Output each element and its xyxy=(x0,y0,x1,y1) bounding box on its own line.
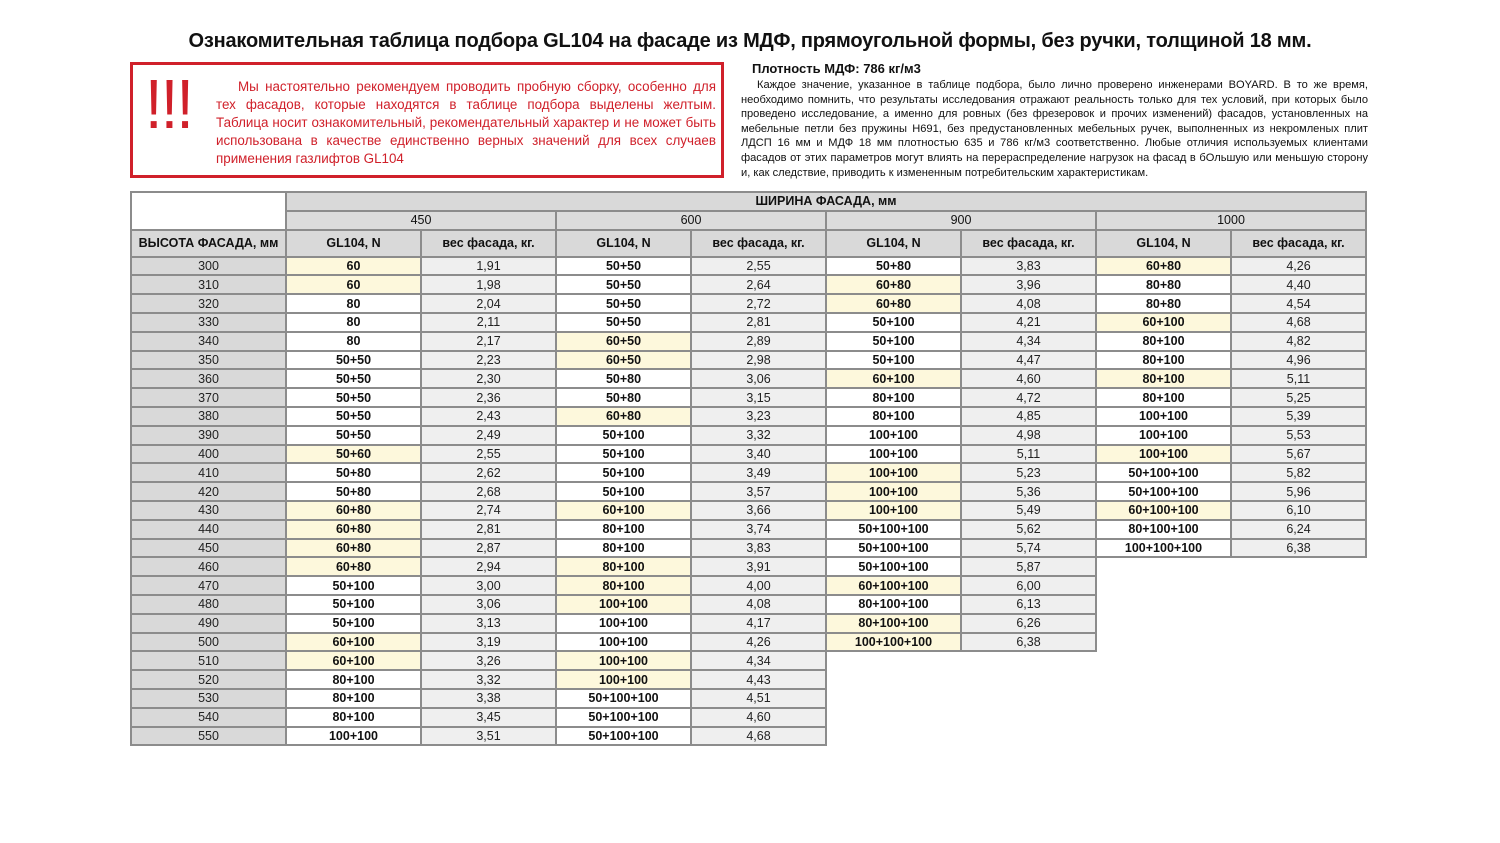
gaslift-cell: 100+100 xyxy=(286,727,421,746)
table-row xyxy=(131,633,1366,652)
gaslift-cell-highlighted: 100+100 xyxy=(556,670,691,689)
gaslift-cell: 80+100+100 xyxy=(826,595,961,614)
weight-cell: 5,96 xyxy=(1231,482,1366,501)
weight-cell: 3,96 xyxy=(961,275,1096,294)
empty-cell xyxy=(961,651,1096,670)
weight-cell: 2,30 xyxy=(421,369,556,388)
empty-cell xyxy=(1231,651,1366,670)
gaslift-cell: 100+100 xyxy=(1096,426,1231,445)
height-header: ВЫСОТА ФАСАДА, мм xyxy=(131,230,286,257)
weight-cell: 4,00 xyxy=(691,576,826,595)
empty-cell xyxy=(961,670,1096,689)
gaslift-cell: 100+100 xyxy=(556,633,691,652)
weight-cell: 3,57 xyxy=(691,482,826,501)
gaslift-cell-highlighted: 60+80 xyxy=(286,557,421,576)
gaslift-cell-highlighted: 60+80 xyxy=(1096,257,1231,276)
empty-cell xyxy=(1096,689,1231,708)
table-row xyxy=(131,351,1366,370)
weight-cell: 2,74 xyxy=(421,501,556,520)
height-cell: 390 xyxy=(131,426,286,445)
gaslift-cell: 50+100+100 xyxy=(556,727,691,746)
corner-cell xyxy=(131,192,286,230)
gaslift-cell-highlighted: 60 xyxy=(286,257,421,276)
weight-cell: 1,98 xyxy=(421,275,556,294)
weight-cell: 4,47 xyxy=(961,351,1096,370)
empty-cell xyxy=(961,708,1096,727)
gaslift-cell-highlighted: 80+100 xyxy=(556,576,691,595)
weight-cell: 3,83 xyxy=(691,539,826,558)
gaslift-cell: 50+100 xyxy=(286,595,421,614)
gaslift-cell: 50+100+100 xyxy=(826,557,961,576)
table-row xyxy=(131,539,1366,558)
height-cell: 440 xyxy=(131,520,286,539)
weight-cell: 4,08 xyxy=(691,595,826,614)
gaslift-cell: 50+100 xyxy=(826,351,961,370)
weight-cell: 4,60 xyxy=(691,708,826,727)
table-row xyxy=(131,708,1366,727)
gaslift-cell-highlighted: 60+100 xyxy=(826,369,961,388)
height-cell: 490 xyxy=(131,614,286,633)
weight-cell: 2,04 xyxy=(421,294,556,313)
gaslift-cell: 50+80 xyxy=(286,482,421,501)
gaslift-cell: 80+100 xyxy=(286,689,421,708)
gaslift-cell-highlighted: 60 xyxy=(286,275,421,294)
height-cell: 320 xyxy=(131,294,286,313)
weight-cell: 2,43 xyxy=(421,407,556,426)
table-row xyxy=(131,651,1366,670)
empty-cell xyxy=(1096,633,1231,652)
weight-cell: 6,24 xyxy=(1231,520,1366,539)
height-cell: 420 xyxy=(131,482,286,501)
gaslift-cell: 50+100 xyxy=(286,614,421,633)
width-900: 900 xyxy=(826,211,1096,230)
empty-cell xyxy=(1231,708,1366,727)
weight-cell: 3,06 xyxy=(421,595,556,614)
gaslift-cell-highlighted: 60+100 xyxy=(556,501,691,520)
width-600: 600 xyxy=(556,211,826,230)
gaslift-cell-highlighted: 60+80 xyxy=(826,294,961,313)
weight-cell: 4,68 xyxy=(1231,313,1366,332)
height-cell: 550 xyxy=(131,727,286,746)
gaslift-cell: 50+100+100 xyxy=(556,708,691,727)
width-1000: 1000 xyxy=(1096,211,1366,230)
gaslift-cell: 50+50 xyxy=(286,426,421,445)
empty-cell xyxy=(826,689,961,708)
empty-cell xyxy=(961,727,1096,746)
weight-cell: 2,36 xyxy=(421,388,556,407)
col-weight: вес фасада, кг. xyxy=(691,230,826,257)
table-row xyxy=(131,557,1366,576)
gaslift-cell: 50+100 xyxy=(826,332,961,351)
table-row xyxy=(131,407,1366,426)
gaslift-cell: 80+100 xyxy=(556,539,691,558)
weight-cell: 2,87 xyxy=(421,539,556,558)
weight-cell: 5,11 xyxy=(961,445,1096,464)
gaslift-cell: 50+50 xyxy=(556,313,691,332)
weight-cell: 4,60 xyxy=(961,369,1096,388)
height-cell: 360 xyxy=(131,369,286,388)
empty-cell xyxy=(1231,727,1366,746)
weight-cell: 4,68 xyxy=(691,727,826,746)
weight-cell: 4,51 xyxy=(691,689,826,708)
height-cell: 540 xyxy=(131,708,286,727)
gaslift-cell: 80+100 xyxy=(556,520,691,539)
empty-cell xyxy=(1096,727,1231,746)
col-gl104-n: GL104, N xyxy=(556,230,691,257)
gaslift-cell: 50+100 xyxy=(286,576,421,595)
gaslift-cell-highlighted: 60+100+100 xyxy=(1096,501,1231,520)
weight-cell: 6,10 xyxy=(1231,501,1366,520)
weight-cell: 5,67 xyxy=(1231,445,1366,464)
gaslift-cell: 80+100 xyxy=(826,388,961,407)
table-row xyxy=(131,445,1366,464)
table-row xyxy=(131,369,1366,388)
gaslift-cell: 50+50 xyxy=(556,257,691,276)
weight-cell: 3,26 xyxy=(421,651,556,670)
gaslift-cell-highlighted: 80+100 xyxy=(556,557,691,576)
gaslift-cell: 50+100 xyxy=(556,445,691,464)
gaslift-cell-highlighted: 100+100+100 xyxy=(826,633,961,652)
weight-cell: 2,72 xyxy=(691,294,826,313)
gaslift-cell-highlighted: 60+50 xyxy=(556,332,691,351)
warning-box xyxy=(130,62,724,178)
weight-cell: 4,85 xyxy=(961,407,1096,426)
table-row xyxy=(131,463,1366,482)
weight-cell: 5,49 xyxy=(961,501,1096,520)
gaslift-cell: 80 xyxy=(286,294,421,313)
gaslift-cell: 80+100 xyxy=(1096,388,1231,407)
weight-cell: 5,36 xyxy=(961,482,1096,501)
gaslift-cell-highlighted: 100+100 xyxy=(826,463,961,482)
gaslift-cell: 100+100 xyxy=(826,445,961,464)
weight-cell: 3,49 xyxy=(691,463,826,482)
gaslift-cell-highlighted: 60+100 xyxy=(1096,313,1231,332)
weight-cell: 4,40 xyxy=(1231,275,1366,294)
gaslift-cell: 50+50 xyxy=(286,407,421,426)
table-row xyxy=(131,595,1366,614)
table-row xyxy=(131,313,1366,332)
gaslift-cell: 80+80 xyxy=(1096,275,1231,294)
empty-cell xyxy=(1231,557,1366,576)
height-cell: 480 xyxy=(131,595,286,614)
weight-cell: 2,81 xyxy=(691,313,826,332)
empty-cell xyxy=(826,727,961,746)
gaslift-cell: 50+100+100 xyxy=(556,689,691,708)
weight-cell: 4,82 xyxy=(1231,332,1366,351)
weight-cell: 6,00 xyxy=(961,576,1096,595)
gaslift-cell-highlighted: 100+100 xyxy=(1096,445,1231,464)
gaslift-cell: 50+100+100 xyxy=(826,520,961,539)
height-cell: 300 xyxy=(131,257,286,276)
weight-cell: 3,51 xyxy=(421,727,556,746)
height-cell: 520 xyxy=(131,670,286,689)
height-cell: 350 xyxy=(131,351,286,370)
table-row xyxy=(131,426,1366,445)
weight-cell: 5,25 xyxy=(1231,388,1366,407)
weight-cell: 2,89 xyxy=(691,332,826,351)
weight-cell: 5,74 xyxy=(961,539,1096,558)
gaslift-cell: 80+100+100 xyxy=(1096,520,1231,539)
weight-cell: 5,39 xyxy=(1231,407,1366,426)
weight-cell: 3,13 xyxy=(421,614,556,633)
gaslift-cell-highlighted: 60+50 xyxy=(556,351,691,370)
gaslift-cell: 80+80 xyxy=(1096,294,1231,313)
gaslift-cell: 50+100 xyxy=(556,463,691,482)
empty-cell xyxy=(961,689,1096,708)
weight-cell: 5,23 xyxy=(961,463,1096,482)
empty-cell xyxy=(1096,595,1231,614)
weight-cell: 3,91 xyxy=(691,557,826,576)
weight-cell: 5,53 xyxy=(1231,426,1366,445)
weight-cell: 2,11 xyxy=(421,313,556,332)
gaslift-cell: 50+50 xyxy=(556,294,691,313)
gaslift-cell: 50+100+100 xyxy=(1096,463,1231,482)
weight-cell: 4,72 xyxy=(961,388,1096,407)
height-cell: 340 xyxy=(131,332,286,351)
weight-cell: 3,38 xyxy=(421,689,556,708)
table-row xyxy=(131,520,1366,539)
weight-cell: 2,55 xyxy=(421,445,556,464)
height-cell: 380 xyxy=(131,407,286,426)
weight-cell: 2,94 xyxy=(421,557,556,576)
gaslift-cell-highlighted: 60+80 xyxy=(286,501,421,520)
empty-cell xyxy=(1096,557,1231,576)
height-cell: 430 xyxy=(131,501,286,520)
table-row xyxy=(131,501,1366,520)
warning-text: Мы настоятельно рекомендуем проводить пробную сборку, особенно для тех фасадов, которые находятся в таблице подбора выделены желтым. Таблица носит ознакомительный, рекомендательный характер и не может быть использована в качестве единственно верных значений для всех случаев применения газлифтов GL104 xyxy=(216,79,716,166)
weight-cell: 2,68 xyxy=(421,482,556,501)
weight-cell: 6,26 xyxy=(961,614,1096,633)
table-row xyxy=(131,332,1366,351)
table-row xyxy=(131,576,1366,595)
empty-cell xyxy=(1231,670,1366,689)
gaslift-cell: 80 xyxy=(286,313,421,332)
height-cell: 510 xyxy=(131,651,286,670)
weight-cell: 2,81 xyxy=(421,520,556,539)
table-row xyxy=(131,388,1366,407)
weight-cell: 6,13 xyxy=(961,595,1096,614)
weight-cell: 3,06 xyxy=(691,369,826,388)
weight-cell: 4,34 xyxy=(691,651,826,670)
empty-cell xyxy=(1096,576,1231,595)
height-cell: 370 xyxy=(131,388,286,407)
selection-table xyxy=(130,191,1367,746)
empty-cell xyxy=(1096,708,1231,727)
gaslift-cell: 80+100 xyxy=(1096,351,1231,370)
empty-cell xyxy=(826,651,961,670)
density-label: Плотность МДФ: 786 кг/м3 xyxy=(752,61,921,76)
gaslift-cell-highlighted: 60+80 xyxy=(826,275,961,294)
gaslift-cell-highlighted: 100+100 xyxy=(556,595,691,614)
weight-cell: 5,82 xyxy=(1231,463,1366,482)
weight-cell: 5,62 xyxy=(961,520,1096,539)
height-cell: 400 xyxy=(131,445,286,464)
empty-cell xyxy=(1231,576,1366,595)
empty-cell xyxy=(1096,651,1231,670)
weight-cell: 2,55 xyxy=(691,257,826,276)
col-weight: вес фасада, кг. xyxy=(421,230,556,257)
gaslift-cell-highlighted: 60+80 xyxy=(286,539,421,558)
table-row xyxy=(131,275,1366,294)
weight-cell: 4,43 xyxy=(691,670,826,689)
weight-cell: 5,87 xyxy=(961,557,1096,576)
col-gl104-n: GL104, N xyxy=(826,230,961,257)
empty-cell xyxy=(1231,614,1366,633)
gaslift-cell: 100+100 xyxy=(826,426,961,445)
empty-cell xyxy=(826,708,961,727)
gaslift-cell: 50+100 xyxy=(556,482,691,501)
weight-cell: 3,83 xyxy=(961,257,1096,276)
weight-cell: 6,38 xyxy=(961,633,1096,652)
height-cell: 310 xyxy=(131,275,286,294)
weight-cell: 5,11 xyxy=(1231,369,1366,388)
gaslift-cell: 50+50 xyxy=(286,351,421,370)
gaslift-cell-highlighted: 60+100 xyxy=(286,651,421,670)
weight-cell: 2,64 xyxy=(691,275,826,294)
width-450: 450 xyxy=(286,211,556,230)
weight-cell: 1,91 xyxy=(421,257,556,276)
weight-cell: 4,34 xyxy=(961,332,1096,351)
weight-cell: 2,49 xyxy=(421,426,556,445)
weight-cell: 3,19 xyxy=(421,633,556,652)
weight-cell: 4,17 xyxy=(691,614,826,633)
table-row xyxy=(131,257,1366,276)
weight-cell: 3,40 xyxy=(691,445,826,464)
gaslift-cell: 80 xyxy=(286,332,421,351)
empty-cell xyxy=(1231,689,1366,708)
empty-cell xyxy=(1096,670,1231,689)
height-cell: 500 xyxy=(131,633,286,652)
gaslift-cell: 50+80 xyxy=(556,388,691,407)
weight-cell: 4,26 xyxy=(1231,257,1366,276)
gaslift-cell: 50+100+100 xyxy=(826,539,961,558)
weight-cell: 2,17 xyxy=(421,332,556,351)
gaslift-cell: 50+50 xyxy=(286,369,421,388)
empty-cell xyxy=(1231,595,1366,614)
gaslift-cell: 80+100 xyxy=(286,670,421,689)
height-cell: 450 xyxy=(131,539,286,558)
gaslift-cell: 80+100 xyxy=(826,407,961,426)
gaslift-cell-highlighted: 80+100+100 xyxy=(826,614,961,633)
weight-cell: 2,98 xyxy=(691,351,826,370)
weight-cell: 4,96 xyxy=(1231,351,1366,370)
gaslift-cell-highlighted: 50+60 xyxy=(286,445,421,464)
height-cell: 530 xyxy=(131,689,286,708)
exclamation-icon: !!! xyxy=(145,65,193,143)
gaslift-cell-highlighted: 60+80 xyxy=(556,407,691,426)
weight-cell: 4,08 xyxy=(961,294,1096,313)
table-row xyxy=(131,482,1366,501)
weight-cell: 3,15 xyxy=(691,388,826,407)
gaslift-cell: 50+80 xyxy=(286,463,421,482)
empty-cell xyxy=(1096,614,1231,633)
height-cell: 470 xyxy=(131,576,286,595)
weight-cell: 3,45 xyxy=(421,708,556,727)
gaslift-cell-highlighted: 80+100 xyxy=(1096,369,1231,388)
weight-cell: 3,32 xyxy=(421,670,556,689)
gaslift-cell: 50+80 xyxy=(826,257,961,276)
gaslift-cell-highlighted: 60+100+100 xyxy=(826,576,961,595)
col-weight: вес фасада, кг. xyxy=(1231,230,1366,257)
empty-cell xyxy=(826,670,961,689)
weight-cell: 2,62 xyxy=(421,463,556,482)
table-row xyxy=(131,689,1366,708)
gaslift-cell-highlighted: 60+100 xyxy=(286,633,421,652)
gaslift-cell-highlighted: 60+80 xyxy=(286,520,421,539)
gaslift-cell-highlighted: 100+100 xyxy=(556,651,691,670)
gaslift-cell: 80+100 xyxy=(1096,332,1231,351)
table-row xyxy=(131,294,1366,313)
gaslift-cell: 50+100 xyxy=(826,313,961,332)
gaslift-cell: 100+100 xyxy=(556,614,691,633)
empty-cell xyxy=(1231,633,1366,652)
table-row xyxy=(131,614,1366,633)
height-cell: 330 xyxy=(131,313,286,332)
gaslift-cell: 50+50 xyxy=(286,388,421,407)
table-row xyxy=(131,670,1366,689)
gaslift-cell-highlighted: 100+100 xyxy=(826,482,961,501)
weight-cell: 3,66 xyxy=(691,501,826,520)
col-gl104-n: GL104, N xyxy=(1096,230,1231,257)
col-gl104-n: GL104, N xyxy=(286,230,421,257)
weight-cell: 4,26 xyxy=(691,633,826,652)
page-title: Ознакомительная таблица подбора GL104 на фасаде из МДФ, прямоугольной формы, без ручки, толщиной 18 мм. xyxy=(188,30,1312,52)
gaslift-cell: 80+100 xyxy=(286,708,421,727)
gaslift-cell: 50+50 xyxy=(556,275,691,294)
weight-cell: 2,23 xyxy=(421,351,556,370)
weight-cell: 4,98 xyxy=(961,426,1096,445)
table-row xyxy=(131,727,1366,746)
gaslift-cell: 50+100+100 xyxy=(1096,482,1231,501)
weight-cell: 3,74 xyxy=(691,520,826,539)
disclaimer-note: Каждое значение, указанное в таблице подбора, было лично проверено инженерами BOYARD. В то же время, необходимо помнить, что результаты исследования отражают реальность только для тех условий, при которых было проведено исследование, а именно для ровных (без фрезеровок и прочих изменений) фасадов, установленных на мебельные петли без пружины H691, без предустановленных мебельных ручек, выполненных из некромленых плит ЛДСП 16 мм и МДФ 18 мм плотностью 635 и 786 кг/м3 соответственно. Любые отличия используемых клиентами фасадов от этих параметров могут влиять на перераспределение нагрузок на фасад в бОльшую или меньшую сторону и, как следствие, приводить к измененным потребительским характеристикам. xyxy=(741,79,1368,179)
gaslift-cell-highlighted: 100+100 xyxy=(826,501,961,520)
weight-cell: 3,00 xyxy=(421,576,556,595)
weight-cell: 4,21 xyxy=(961,313,1096,332)
weight-cell: 3,32 xyxy=(691,426,826,445)
weight-cell: 6,38 xyxy=(1231,539,1366,558)
gaslift-cell: 50+80 xyxy=(556,369,691,388)
table-body xyxy=(131,257,1366,746)
gaslift-cell: 100+100 xyxy=(1096,407,1231,426)
weight-cell: 4,54 xyxy=(1231,294,1366,313)
width-header: ШИРИНА ФАСАДА, мм xyxy=(286,192,1366,211)
height-cell: 460 xyxy=(131,557,286,576)
gaslift-cell: 50+100 xyxy=(556,426,691,445)
height-cell: 410 xyxy=(131,463,286,482)
gaslift-cell: 100+100+100 xyxy=(1096,539,1231,558)
weight-cell: 3,23 xyxy=(691,407,826,426)
col-weight: вес фасада, кг. xyxy=(961,230,1096,257)
